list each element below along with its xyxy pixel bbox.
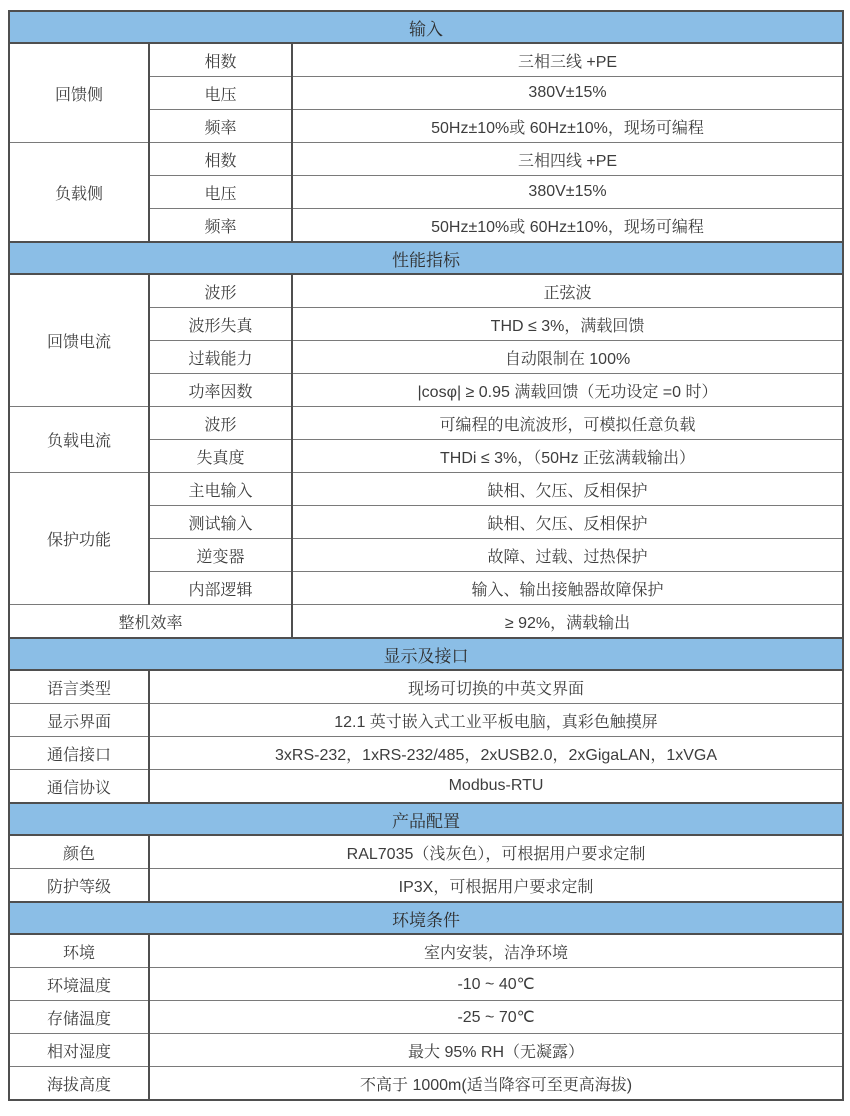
row-value-cell: 50Hz±10%或 60Hz±10%，现场可编程 (292, 209, 843, 243)
spec-row (9, 869, 843, 903)
row-value-cell: 现场可切换的中英文界面 (149, 670, 843, 704)
row-label-cell: 电压 (149, 77, 292, 110)
row-value-cell: IP3X，可根据用户要求定制 (149, 869, 843, 903)
spec-table-body (9, 11, 843, 1100)
row-value-cell: 最大 95% RH（无凝露） (149, 1034, 843, 1067)
row-label-cell: 防护等级 (9, 869, 149, 903)
spec-row (9, 968, 843, 1001)
section-header-row (9, 803, 843, 835)
spec-row (9, 1067, 843, 1101)
row-value-cell: RAL7035（浅灰色），可根据用户要求定制 (149, 835, 843, 869)
row-value-cell: 可编程的电流波形，可模拟任意负载 (292, 407, 843, 440)
row-label-cell: 频率 (149, 209, 292, 243)
row-label-cell: 过载能力 (149, 341, 292, 374)
row-value-cell: 室内安装，洁净环境 (149, 934, 843, 968)
row-label-cell: 相对湿度 (9, 1034, 149, 1067)
section-header-2: 显示及接口 (9, 638, 843, 670)
spec-row (9, 43, 843, 77)
row-label-cell: 电压 (149, 176, 292, 209)
row-value-cell: 自动限制在 100% (292, 341, 843, 374)
row-label-cell: 功率因数 (149, 374, 292, 407)
row-group-cell: 回馈侧 (9, 43, 149, 143)
spec-row (9, 1034, 843, 1067)
row-group-cell: 保护功能 (9, 473, 149, 605)
section-header-3: 产品配置 (9, 803, 843, 835)
row-label-cell: 相数 (149, 143, 292, 176)
row-label-cell: 显示界面 (9, 704, 149, 737)
row-value-cell: Modbus-RTU (149, 770, 843, 804)
row-label-cell: 语言类型 (9, 670, 149, 704)
row-value-cell: 故障、过载、过热保护 (292, 539, 843, 572)
row-value-cell: 缺相、欠压、反相保护 (292, 506, 843, 539)
section-header-4: 环境条件 (9, 902, 843, 934)
row-value-cell: 三相四线 +PE (292, 143, 843, 176)
row-value-cell: ≥ 92%，满载输出 (292, 605, 843, 639)
spec-row (9, 737, 843, 770)
row-label-cell: 通信协议 (9, 770, 149, 804)
row-label-cell: 相数 (149, 43, 292, 77)
section-header-1: 性能指标 (9, 242, 843, 274)
row-value-cell: THDi ≤ 3%，（50Hz 正弦满载输出） (292, 440, 843, 473)
row-label-cell: 颜色 (9, 835, 149, 869)
row-label-cell: 通信接口 (9, 737, 149, 770)
row-label-cell: 测试输入 (149, 506, 292, 539)
row-label-cell: 环境温度 (9, 968, 149, 1001)
row-value-cell: -10 ~ 40℃ (149, 968, 843, 1001)
row-value-cell: -25 ~ 70℃ (149, 1001, 843, 1034)
row-value-cell: 缺相、欠压、反相保护 (292, 473, 843, 506)
row-label-cell: 存储温度 (9, 1001, 149, 1034)
spec-row (9, 704, 843, 737)
row-label-cell: 波形 (149, 407, 292, 440)
row-group-cell: 负载电流 (9, 407, 149, 473)
row-label-cell: 整机效率 (9, 605, 292, 639)
row-label-cell: 环境 (9, 934, 149, 968)
spec-row (9, 835, 843, 869)
spec-row (9, 407, 843, 440)
row-value-cell: 50Hz±10%或 60Hz±10%，现场可编程 (292, 110, 843, 143)
spec-table (8, 10, 844, 1101)
row-group-cell: 负载侧 (9, 143, 149, 243)
spec-row (9, 605, 843, 639)
section-header-row (9, 11, 843, 43)
row-group-cell: 回馈电流 (9, 274, 149, 407)
section-header-0: 输入 (9, 11, 843, 43)
spec-row (9, 1001, 843, 1034)
spec-row (9, 934, 843, 968)
section-header-row (9, 638, 843, 670)
row-value-cell: 3xRS-232，1xRS-232/485，2xUSB2.0，2xGigaLAN，1xVGA (149, 737, 843, 770)
row-label-cell: 逆变器 (149, 539, 292, 572)
row-value-cell: 380V±15% (292, 77, 843, 110)
row-label-cell: 频率 (149, 110, 292, 143)
spec-row (9, 670, 843, 704)
row-label-cell: 波形失真 (149, 308, 292, 341)
spec-row (9, 473, 843, 506)
section-header-row (9, 902, 843, 934)
spec-row (9, 143, 843, 176)
row-value-cell: 不高于 1000m(适当降容可至更高海拔) (149, 1067, 843, 1101)
row-label-cell: 主电输入 (149, 473, 292, 506)
row-label-cell: 海拔高度 (9, 1067, 149, 1101)
row-value-cell: THD ≤ 3%，满载回馈 (292, 308, 843, 341)
section-header-row (9, 242, 843, 274)
row-value-cell: 三相三线 +PE (292, 43, 843, 77)
row-value-cell: 380V±15% (292, 176, 843, 209)
spec-row (9, 770, 843, 804)
spec-row (9, 274, 843, 308)
row-label-cell: 失真度 (149, 440, 292, 473)
row-value-cell: 输入、输出接触器故障保护 (292, 572, 843, 605)
row-label-cell: 内部逻辑 (149, 572, 292, 605)
row-value-cell: |cosφ| ≥ 0.95 满载回馈（无功设定 =0 时） (292, 374, 843, 407)
row-label-cell: 波形 (149, 274, 292, 308)
row-value-cell: 正弦波 (292, 274, 843, 308)
row-value-cell: 12.1 英寸嵌入式工业平板电脑，真彩色触摸屏 (149, 704, 843, 737)
